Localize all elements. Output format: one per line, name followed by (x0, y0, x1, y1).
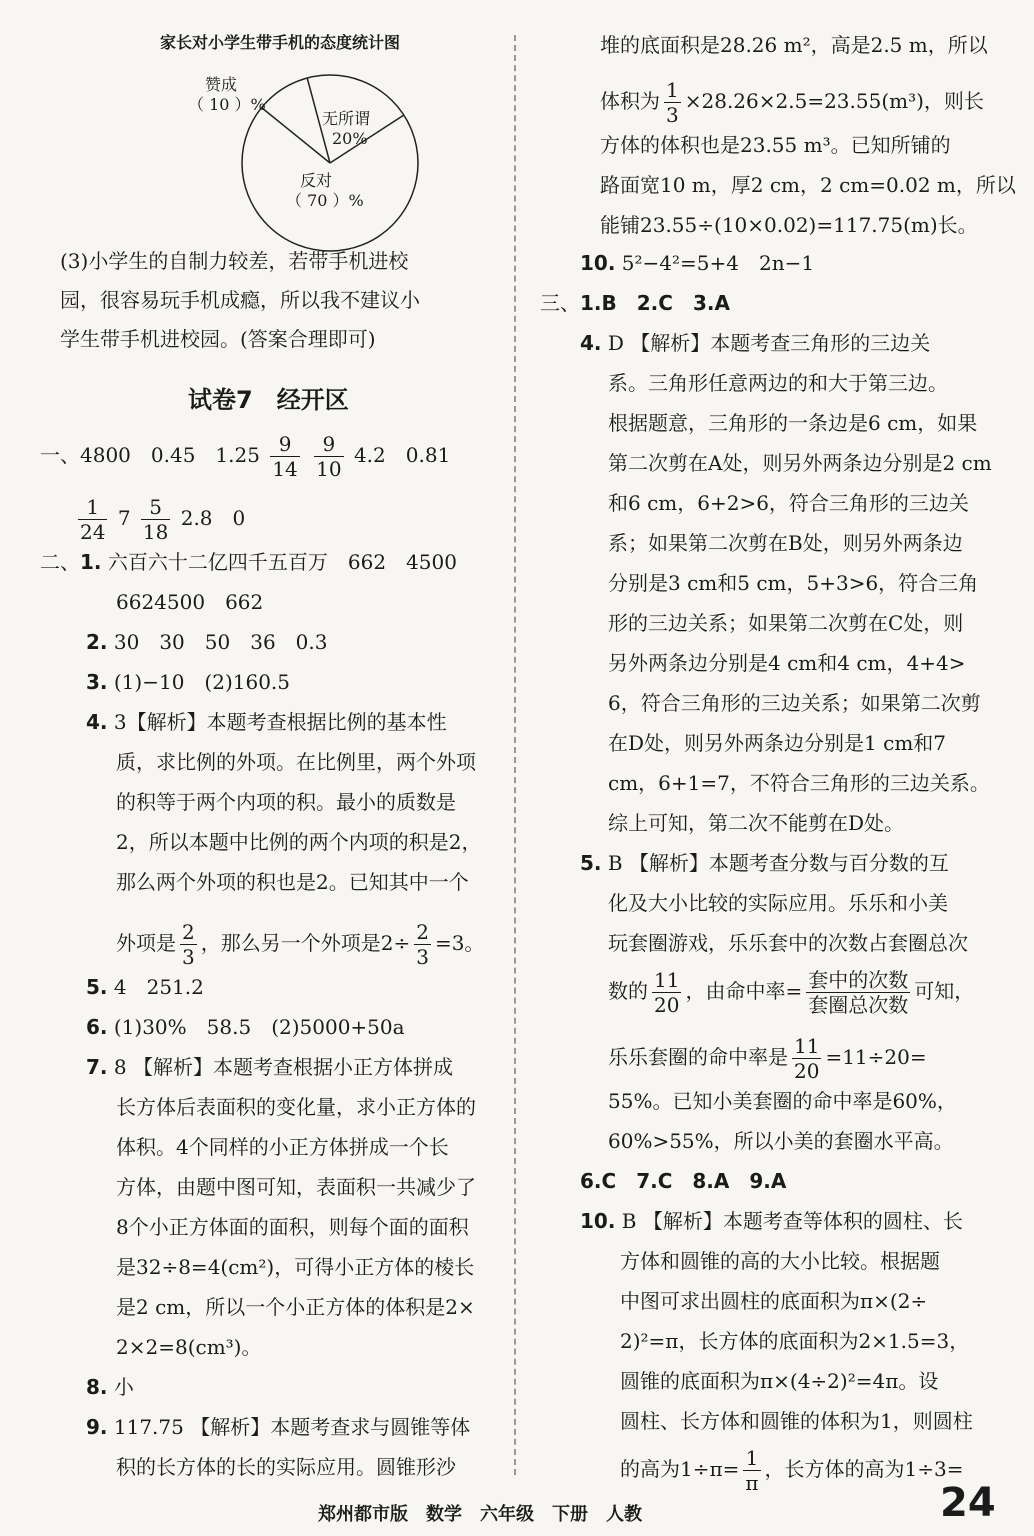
answer-line: 圆柱、长方体和圆锥的体积为1，则圆柱 (620, 1409, 973, 1433)
q2-5 (86, 972, 204, 1002)
fraction (180, 920, 197, 969)
question-number: 4. (580, 331, 602, 355)
numerator: 11 (794, 1034, 820, 1058)
answer-text: 小 (113, 1375, 134, 1399)
answer-line: 6，符合三角形的三边关系；如果第二次剪 (608, 691, 981, 715)
denominator: 20 (794, 1059, 820, 1083)
numerator: 1 (666, 78, 679, 102)
answer-line: 质，求比例的外项。在比例里，两个外项 (116, 750, 476, 774)
answer-line: 在D处，则另外两条边分别是1 cm和7 (608, 731, 947, 755)
denominator: 套圈总次数 (808, 993, 909, 1017)
numerator: 1 (743, 1446, 760, 1471)
q6-9-line: 6.C 7.C 8.A 9.A (580, 1169, 787, 1193)
answer-line: (3)小学生的自制力较差，若带手机进校 (60, 249, 409, 273)
answer-line: 分别是3 cm和5 cm，5+3>6，符合三角 (608, 571, 979, 595)
numerator: 2 (416, 920, 429, 944)
answer-text: 六百六十二亿四千五百万 662 4500 (107, 550, 457, 574)
answer-text: =11÷20= (825, 1045, 927, 1069)
fraction (743, 1446, 760, 1495)
q4a (580, 328, 930, 358)
answer-text: 4 251.2 (113, 975, 204, 999)
fraction (792, 1034, 821, 1083)
answer-line: 根据题意，三角形的一条边是6 cm，如果 (608, 411, 978, 435)
denominator: 3 (416, 945, 429, 969)
column-divider (514, 35, 516, 1475)
question-number: 6. (86, 1015, 108, 1039)
answer-line: 方体和圆锥的高的大小比较。根据题 (620, 1249, 940, 1273)
answer-line: 2，所以本题中比例的两个内项的积是2， (116, 830, 482, 854)
q2-3 (86, 667, 290, 697)
slice-label-indifferent-name: 无所谓 (322, 109, 371, 128)
answer-text: 5²−4²=5+4 2n−1 (621, 251, 815, 275)
answer-line: 圆锥的底面积为π×(4÷2)²=4π。设 (620, 1369, 939, 1393)
answer-line (608, 968, 974, 1017)
numerator: 5 (141, 495, 170, 520)
answer-line: 路面宽10 m，厚2 cm，2 cm=0.02 m，所以 (600, 173, 1016, 197)
answer-text: (1)−10 (2)160.5 (113, 670, 290, 694)
denominator: 20 (654, 993, 680, 1017)
q2-1b: 6624500 662 (116, 590, 264, 614)
answer-line: 能铺23.55÷(10×0.02)=117.75(m)长。 (600, 213, 978, 237)
denominator: 3 (182, 945, 195, 969)
answer-line: 第二次剪在A处，则另外两条边分别是2 cm (608, 451, 992, 475)
answer-line: 2×2=8(cm³)。 (116, 1335, 262, 1359)
q10-formula (580, 248, 814, 278)
answer-text: ，那么另一个外项是2÷ (200, 931, 411, 955)
q2-2 (86, 627, 327, 657)
denominator: 18 (142, 520, 169, 544)
question-number: 5. (580, 851, 602, 875)
answer-line: 园，很容易玩手机成瘾，所以我不建议小 (60, 288, 420, 312)
answer-line: 玩套圈游戏，乐乐套中的次数占套圈总次 (608, 931, 968, 955)
denominator: 3 (666, 103, 679, 127)
numerator: 11 (654, 968, 680, 992)
q1-line2 (74, 495, 245, 544)
slice-label-oppose-value: （ 70 ）% (286, 191, 364, 210)
answer-line: 2)²=π，长方体的底面积为2×1.5=3， (620, 1329, 970, 1353)
answer-text: 3【解析】本题考查根据比例的基本性 (113, 710, 447, 734)
question-number: 7. (86, 1055, 108, 1079)
answer-line: 综上可知，第二次不能剪在D处。 (608, 811, 905, 835)
chart-title: 家长对小学生带手机的态度统计图 (160, 33, 401, 52)
pie-slice-boundary-0 (262, 108, 330, 163)
fraction (141, 495, 170, 544)
slice-label-agree-value: （ 10 ）% (188, 95, 266, 114)
answer-text: 117.75 【解析】本题考查求与圆锥等体 (113, 1415, 471, 1439)
denominator: 10 (316, 457, 342, 481)
fraction (664, 78, 681, 127)
numerator: 9 (314, 432, 343, 457)
question-number: 10. (580, 1209, 616, 1233)
answer-text: ×28.26×2.5=23.55(m³)，则长 (684, 89, 984, 113)
numerator: 1 (78, 495, 107, 520)
slice-label-indifferent-value: 20% (332, 129, 368, 148)
answer-line (608, 1034, 927, 1083)
fraction (806, 968, 910, 1017)
answer-line: cm，6+1=7，不符合三角形的三边关系。 (608, 771, 990, 795)
answer-line: 另外两条边分别是4 cm和4 cm，4+4> (608, 651, 966, 675)
page-number: 24 (940, 1480, 996, 1526)
q2-4a (86, 707, 447, 737)
question-number: 4. (86, 710, 108, 734)
fraction (314, 432, 343, 481)
q2-1 (40, 547, 457, 577)
answer-text: B 【解析】本题考查等体积的圆柱、长 (621, 1209, 963, 1233)
q1-values: 4800 0.45 1.25 (80, 443, 260, 467)
question-number: 5. (86, 975, 108, 999)
question-number: 3. (86, 670, 108, 694)
denominator: 14 (272, 457, 298, 481)
answer-text: ，长方体的高为1÷3= (764, 1457, 964, 1481)
answer-line: 60%>55%，所以小美的套圈水平高。 (608, 1129, 954, 1153)
answer-text: 1.B 2.C 3.A (580, 291, 730, 315)
answer-text: ，由命中率= (685, 979, 803, 1003)
slice-label-agree-name: 赞成 (205, 75, 238, 94)
answer-line: 是2 cm，所以一个小正方体的体积是2× (116, 1295, 475, 1319)
numerator: 9 (270, 432, 299, 457)
answer-line: 形的三边关系；如果第二次剪在C处，则 (608, 611, 964, 635)
question-number: 1. (80, 550, 102, 574)
q1-values: 4.2 0.81 (353, 443, 451, 467)
section-prefix: 三、 (540, 291, 580, 315)
answer-line: 和6 cm，6+2>6，符合三角形的三边关 (608, 491, 969, 515)
answer-line: 8个小正方体面的面积，则每个面的面积 (116, 1215, 469, 1239)
answer-line: 堆的底面积是28.26 m²，高是2.5 m，所以 (600, 33, 988, 57)
question-number: 8. (86, 1375, 108, 1399)
answer-line (620, 1446, 964, 1495)
fraction (414, 920, 431, 969)
q1-line1 (40, 432, 450, 481)
numerator: 2 (182, 920, 195, 944)
answer-line: 方体的体积也是23.55 m³。已知所铺的 (600, 133, 951, 157)
answer-text: 乐乐套圈的命中率是 (608, 1045, 788, 1069)
answer-line: 的积等于两个内项的积。最小的质数是 (116, 790, 456, 814)
answer-line: 方体，由题中图可知，表面积一共减少了 (116, 1175, 476, 1199)
section-prefix: 一、 (40, 443, 80, 467)
footer-text: 郑州都市版 数学 六年级 下册 人教 (318, 1504, 642, 1525)
q1-values: 2.8 0 (180, 506, 246, 530)
section-prefix: 二、 (40, 550, 80, 574)
question-number: 9. (86, 1415, 108, 1439)
q2-6 (86, 1012, 405, 1042)
answer-line: 系；如果第二次剪在B处，则另外两条边 (608, 531, 963, 555)
answer-line: 积的长方体的长的实际应用。圆锥形沙 (116, 1455, 456, 1479)
fraction (78, 495, 107, 544)
q2-9a (86, 1412, 470, 1442)
q1-values: 7 (117, 506, 131, 530)
fraction (270, 432, 299, 481)
section3-line (540, 288, 730, 318)
answer-text: =3。 (434, 931, 485, 955)
answer-text: 体积为 (600, 89, 660, 113)
answer-text: D 【解析】本题考查三角形的三边关 (607, 331, 931, 355)
answer-line: 那么两个外项的积也是2。已知其中一个 (116, 870, 469, 894)
answer-line: 化及大小比较的实际应用。乐乐和小美 (608, 891, 948, 915)
answer-text: 30 30 50 36 0.3 (113, 630, 328, 654)
answer-text: 数的 (608, 979, 648, 1003)
q2-8 (86, 1372, 134, 1402)
answer-line: 是32÷8=4(cm²)，可得小正方体的棱长 (116, 1255, 475, 1279)
answer-text: 的高为1÷π= (620, 1457, 740, 1481)
q10a (580, 1206, 963, 1236)
slice-label-oppose-name: 反对 (300, 171, 333, 190)
numerator: 套中的次数 (808, 968, 909, 992)
answer-line: 55%。已知小美套圈的命中率是60%， (608, 1089, 957, 1113)
answer-line (116, 920, 484, 969)
answer-line: 学生带手机进校园。(答案合理即可) (60, 327, 376, 351)
answer-text: B 【解析】本题考查分数与百分数的互 (607, 851, 949, 875)
answer-line: 系。三角形任意两边的和大于第三边。 (608, 371, 948, 395)
answer-text: (1)30% 58.5 (2)5000+50a (113, 1015, 405, 1039)
answer-text: 可知， (914, 979, 975, 1003)
fraction (652, 968, 681, 1017)
denominator: π (745, 1471, 759, 1495)
section-title: 试卷7 经开区 (188, 386, 349, 414)
answer-line: 体积。4个同样的小正方体拼成一个长 (116, 1135, 449, 1159)
q2-7a (86, 1052, 453, 1082)
answer-text: 8 【解析】本题考查根据小正方体拼成 (113, 1055, 453, 1079)
answer-line: 长方体后表面积的变化量，求小正方体的 (116, 1095, 476, 1119)
question-number: 10. (580, 251, 616, 275)
answer-text: 外项是 (116, 931, 176, 955)
answer-line: 中图可求出圆柱的底面积为π×(2÷ (620, 1289, 928, 1313)
q5a (580, 848, 949, 878)
question-number: 2. (86, 630, 108, 654)
denominator: 24 (80, 520, 106, 544)
answer-line (600, 78, 984, 127)
